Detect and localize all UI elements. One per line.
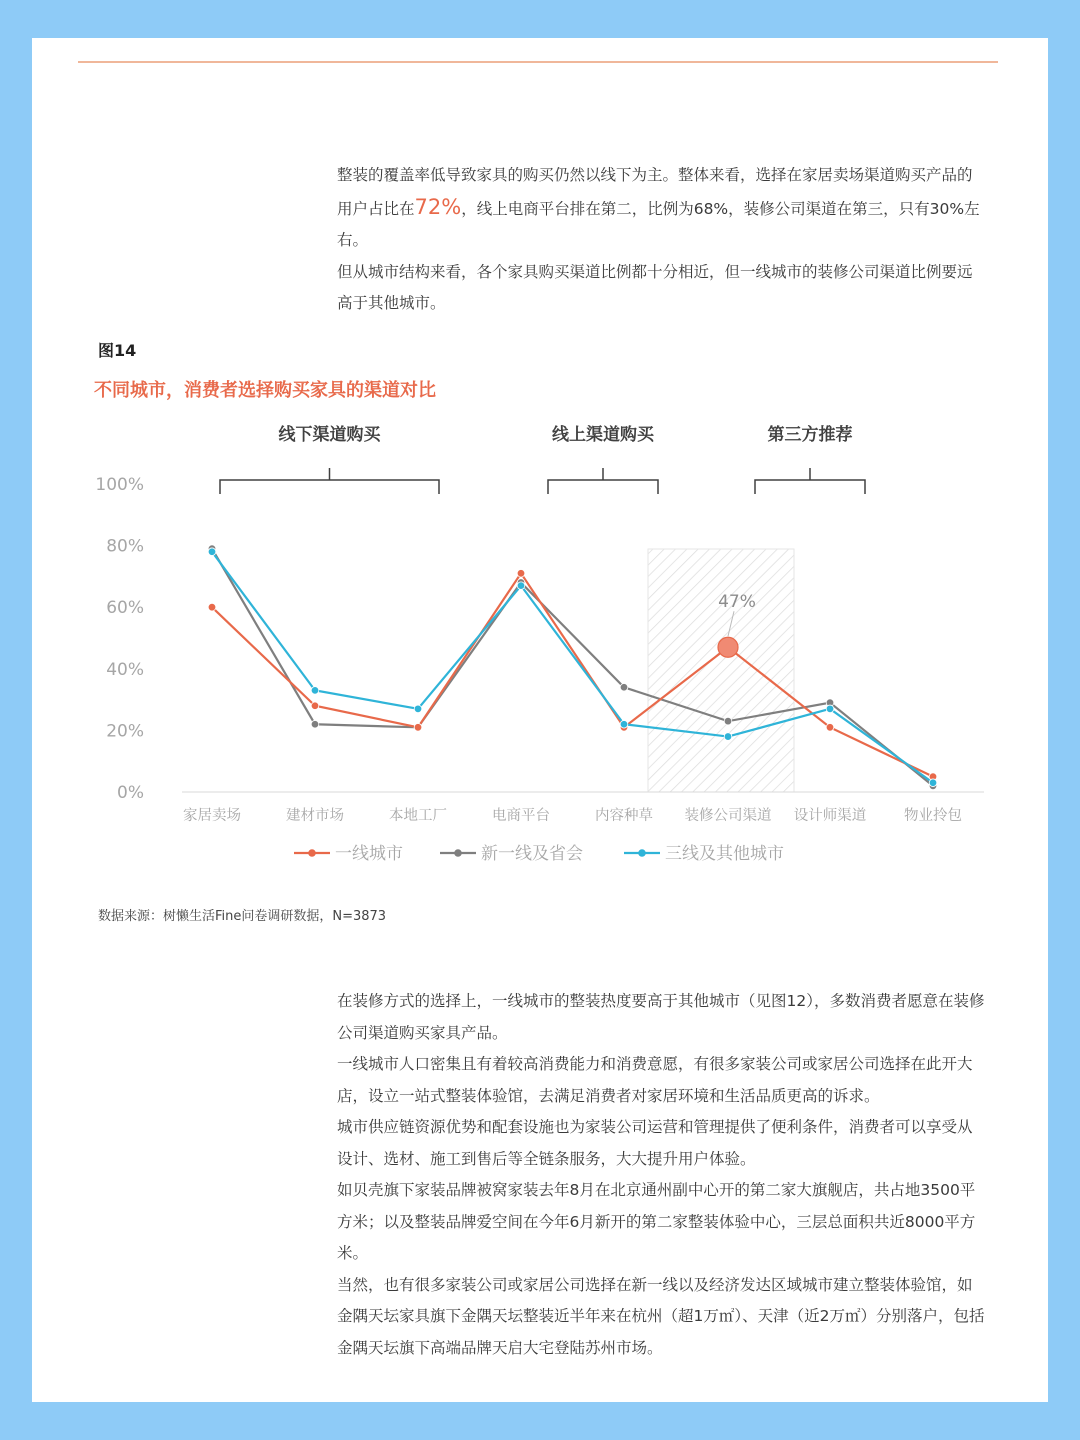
intro-paragraph-1-end: ，线上电商平台排在第二，比例为68%，装修公司渠道在第三，只有30%左右。 — [337, 199, 980, 249]
body-paragraph: 如贝壳旗下家装品牌被窝家装去年8月在北京通州副中心开的第二家大旗舰店，共占地3500平方米；以及整装品牌爱空间在今年6月新开的第二家整装体验中心，三层总面积共近8000平方米。 — [337, 1181, 976, 1262]
y-tick-label: 100% — [95, 475, 144, 495]
annotation-marker — [718, 637, 738, 657]
data-point — [208, 548, 216, 556]
body-text — [337, 986, 987, 1364]
y-tick-label: 20% — [106, 721, 144, 742]
data-source: 数据来源：树懒生活Fine问卷调研数据，N=3873 — [98, 909, 387, 924]
legend-label: 一线城市 — [335, 844, 403, 864]
body-paragraph: 在装修方式的选择上，一线城市的整装热度要高于其他城市（见图12），多数消费者愿意在装修公司渠道购买家具产品。 — [337, 992, 985, 1042]
group-brace — [755, 468, 865, 494]
line-chart — [32, 38, 1048, 898]
data-point — [311, 720, 319, 728]
data-point — [414, 705, 422, 713]
group-brace — [548, 468, 658, 494]
data-point — [208, 603, 216, 611]
group-label: 线下渠道购买 — [278, 425, 381, 445]
group-label: 第三方推荐 — [767, 425, 853, 445]
x-tick-label: 家居卖场 — [183, 808, 241, 824]
figure-number: 图14 — [98, 341, 137, 360]
legend-marker — [308, 849, 316, 857]
group-label: 线上渠道购买 — [552, 425, 654, 445]
data-point — [517, 570, 525, 578]
y-tick-label: 0% — [117, 783, 144, 803]
data-point — [517, 582, 525, 590]
data-point — [724, 733, 732, 741]
series-line — [212, 549, 933, 786]
x-tick-label: 内容种草 — [595, 808, 653, 824]
data-point — [620, 720, 628, 728]
figure-title: 不同城市，消费者选择购买家具的渠道对比 — [94, 380, 436, 401]
data-point — [620, 683, 628, 691]
data-point — [414, 724, 422, 732]
body-paragraph: 一线城市人口密集且有着较高消费能力和消费意愿，有很多家装公司或家居公司选择在此开大店，设立一站式整装体验馆，去满足消费者对家居环境和生活品质更高的诉求。 — [337, 1055, 973, 1105]
body-paragraph: 当然，也有很多家装公司或家居公司选择在新一线以及经济发达区域城市建立整装体验馆，如金隅天坛家具旗下金隅天坛整装近半年来在杭州（超1万㎡）、天津（近2万㎡）分别落户，包括金隅天坛旗下高端品牌天启大宅登陆苏州市场。 — [337, 1275, 985, 1357]
annotation-label: 47% — [718, 592, 756, 613]
data-point — [311, 702, 319, 710]
legend-label: 新一线及省会 — [481, 844, 583, 864]
x-tick-label: 本地工厂 — [389, 808, 447, 824]
body-paragraph: 城市供应链资源优势和配套设施也为家装公司运营和管理提供了便利条件，消费者可以享受从设计、选材、施工到售后等全链条服务，大大提升用户体验。 — [337, 1118, 973, 1168]
data-point — [826, 705, 834, 713]
highlight-band — [648, 549, 794, 792]
data-point — [311, 687, 319, 695]
y-tick-label: 40% — [106, 659, 144, 680]
intro-paragraph-2: 但从城市结构来看，各个家具购买渠道比例都十分相近，但一线城市的装修公司渠道比例要远高于其他城市。 — [337, 262, 973, 312]
y-tick-label: 60% — [106, 598, 144, 619]
x-tick-label: 电商平台 — [492, 808, 550, 824]
intro-paragraph-1-start: 整装的覆盖率低导致家具的购买仍然以线下为主。整体来看，选择在家居卖场渠道购买产品的用户占比在 — [337, 166, 973, 218]
data-point — [929, 779, 937, 787]
x-tick-label: 物业拎包 — [904, 808, 962, 824]
highlight-percentage: 72% — [414, 194, 462, 219]
y-tick-label: 80% — [106, 536, 144, 557]
legend-marker — [454, 849, 462, 857]
group-brace — [220, 468, 439, 494]
x-tick-label: 建材市场 — [286, 808, 344, 824]
x-tick-label: 装修公司渠道 — [684, 808, 772, 824]
series-line — [212, 552, 933, 783]
data-point — [826, 724, 834, 732]
data-point — [724, 717, 732, 725]
legend-label: 三线及其他城市 — [665, 844, 784, 864]
x-tick-label: 设计师渠道 — [793, 808, 867, 824]
legend-marker — [638, 849, 646, 857]
document-page — [32, 38, 1048, 1402]
series-line — [212, 573, 933, 776]
